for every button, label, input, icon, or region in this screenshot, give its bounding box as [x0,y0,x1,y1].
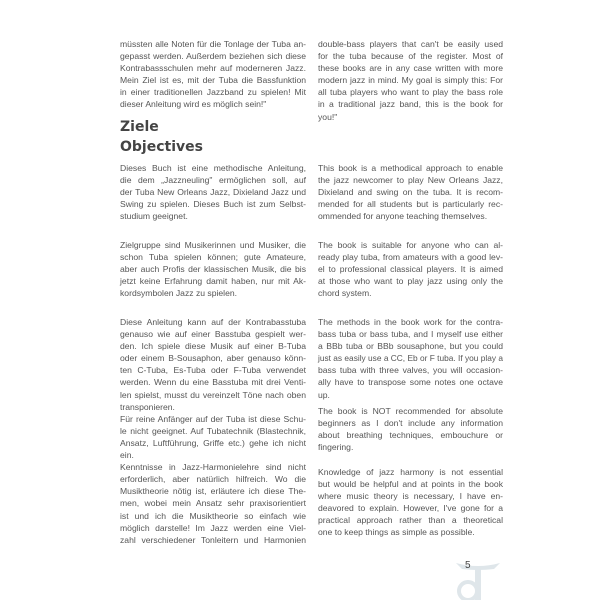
text-line: erforderlich, aber natürlich hilfreich. Wo die [120,474,306,485]
text-line: mended for all students but is particularly rec- [318,199,503,210]
text-line: werden. Wenn du eine Basstuba mit drei Venti- [120,377,306,388]
paragraph-en-beginners [318,405,503,453]
paragraph-de-intro [120,38,306,111]
text-line: ommended for anyone teaching themselves. [318,211,488,222]
page-number: 5 [465,560,471,571]
text-line: in einer traditionellen Jazzband zu spielen! Mit [120,87,306,98]
text-line: gepasst werden. Außerdem beziehen sich diese [120,51,306,62]
text-line: modern jazz in mind. My goal is simply this: For [318,75,503,86]
text-line: This book is a methodical approach to enable [318,163,503,173]
text-line: in a traditional jazz band, this is the book for [318,99,503,110]
text-line: Zielgruppe sind Musikerinnen und Musiker, die [120,240,306,250]
text-line: Musiktheorie nötig ist, erläutere ich diese The- [120,486,306,497]
text-line: just as easily use a CC, Eb or F tuba. If you play a [318,353,503,364]
text-line: kordsymbolen Jazz zu spielen. [120,288,238,299]
text-line: the jazz newcomer to play New Orleans Jazz, [318,175,503,186]
paragraph-de-audience [120,239,306,299]
text-line: oder einem B-Sousaphon, aber genauso könn- [120,353,306,364]
text-line: Kenntnisse in Jazz-Harmonielehre sind nicht [120,462,306,473]
text-line: dieser Anleitung wird es möglich sein!" [120,99,267,110]
text-line: The book is NOT recommended for absolute [318,406,503,416]
paragraph-en-audience [318,239,503,299]
text-line: but would be helpful and at points in the book [318,479,503,490]
text-line: bass tuba or bass tuba, and I myself use either [318,329,503,340]
text-line: ist und ich die Musiktheorie so einfach wie [120,510,306,521]
text-line: one to keep things as simple as possible. [318,527,475,538]
text-line: der Tuba New Orleans Jazz, Dixieland Jazz und [120,187,306,198]
text-line: up. [318,389,330,400]
text-line: you!" [318,111,338,122]
text-line: men, wobei mein Ansatz sehr praxisorientiert [120,498,306,509]
text-line: a BBb tuba or BBb sousaphone, but you could [318,341,503,352]
text-line: The methods in the book work for the contra- [318,317,503,327]
text-line: where music theory is necessary, I have en- [318,491,503,502]
text-line: at those who want to play jazz using only the [318,276,503,287]
text-line: all tuba players who want to play the bass role [318,87,503,98]
text-line: fingering. [318,442,354,453]
text-line: Kontrabassschulen mehr auf moderneren Jazz. [120,63,306,74]
text-line: about breathing techniques, embouchure or [318,430,503,441]
text-line: double-bass players that can't be easily used [318,39,503,49]
text-line: genauso wie auf einer Basstuba gespielt wer- [120,329,306,340]
heading-german: Ziele [120,119,159,135]
text-line: müssten alle Noten für die Tonlage der Tuba an- [120,39,306,49]
text-line: jetzt keine Erfahrung damit haben, nur mit Ak- [120,276,306,287]
text-line: schon Tuba spielen können; gute Amateure, [120,252,306,263]
text-line: ally have to transpose some notes one octave [318,377,503,388]
text-line: deavored to explain. However, I've gone for a [318,503,503,514]
text-line: Knowledge of jazz harmony is not essential [318,467,503,477]
tuba-logo-icon [448,555,508,600]
text-line: Mein Ziel ist es, mit der Tuba die Bassfunktion [120,75,306,86]
text-line: practical approach rather than a theoretical [318,515,503,526]
heading-english: Objectives [120,139,203,155]
text-line: zahl verschiedener Tonleitern und Harmonien [120,534,306,545]
text-line: el to professional classical players. It is aimed [318,264,503,275]
paragraph-en-harmony [318,466,503,539]
text-line: The book is suitable for anyone who can al- [318,240,503,250]
text-line: ready play tuba, from amateurs with a good lev- [318,252,503,263]
paragraph-en-intro [318,38,503,123]
paragraph-de-purpose [120,162,306,222]
text-line: len spielst, musst du vereinzelt Töne nach oben [120,389,306,400]
text-line: chord system. [318,288,372,299]
text-line: these books are in any case written with more [318,63,503,74]
paragraph-en-purpose [318,162,503,222]
text-line: Diese Anleitung kann auf der Kontrabasstuba [120,317,306,327]
text-line: ein. [120,450,134,461]
text-line: Ansatz, Luftführung, Griffe etc.) gehe ich nicht [120,437,306,448]
text-line: Swing zu spielen. Dieses Buch ist zum Selbst- [120,199,306,210]
text-line: for the tuba because of the register. Most of [318,51,503,62]
text-line: le nicht geeignet. Auf Tubatechnik (Blastechnik, [120,425,306,436]
text-line: transponieren. [120,401,175,412]
paragraph-en-instruments [318,316,503,401]
text-line: ten C-Tuba, Es-Tuba oder F-Tuba verwendet [120,365,306,376]
text-line: beginners as I don't include any information [318,418,503,429]
text-line: bass tuba with three valves, you will occasion- [318,365,503,376]
text-line: aber auch Profis der klassischen Musik, die bis [120,264,306,275]
text-line: den. Ich spiele diese Musik auf einer B-Tuba [120,341,306,352]
text-line: die dem „Jazzneuling" ermöglichen soll, auf [120,175,306,186]
text-line: Für reine Anfänger auf der Tuba ist diese Schu- [120,413,306,424]
text-line: möglich darstelle! Im Jazz werden eine Viel- [120,522,306,533]
text-line: studium geeignet. [120,211,188,222]
text-line: Dixieland and swing on the tuba. It is recom- [318,187,503,198]
text-line: Dieses Buch ist eine methodische Anleitung, [120,163,306,173]
paragraph-de-instruments [120,316,306,546]
